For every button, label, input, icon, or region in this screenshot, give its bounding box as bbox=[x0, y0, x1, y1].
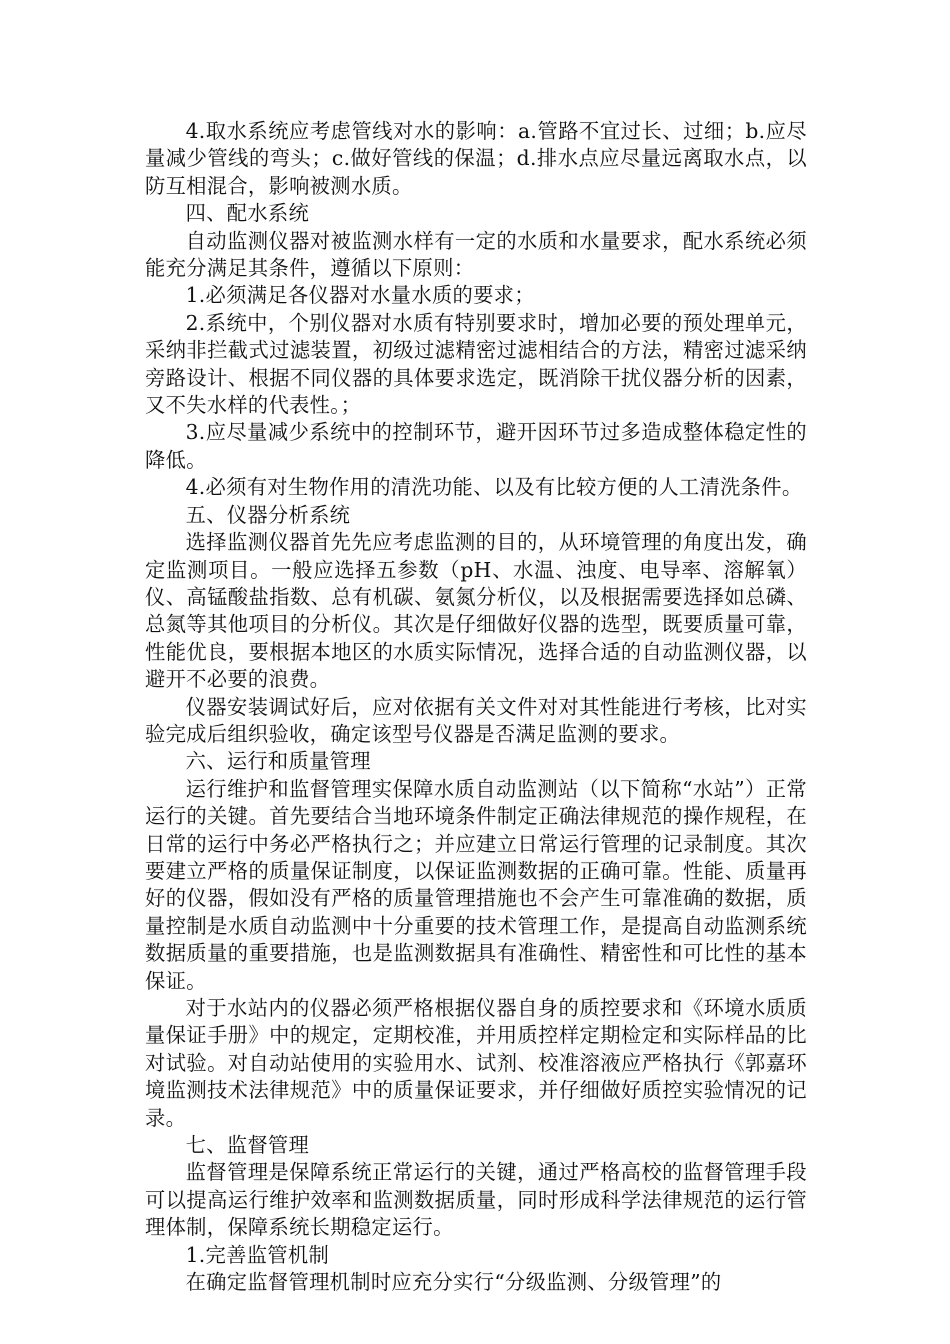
subheading-supervision-mechanism: 1.完善监管机制 bbox=[185, 1242, 330, 1267]
section-heading-supervision: 七、监督管理 bbox=[185, 1133, 310, 1158]
paragraph-supervision-mechanism: 在确定监督管理机制时应充分实行“分级监测、分级管理”的 bbox=[185, 1270, 722, 1295]
section-heading-water-distribution: 四、配水系统 bbox=[185, 201, 310, 226]
document-body bbox=[145, 118, 807, 1296]
paragraph-supervision-intro: 监督管理是保障系统正常运行的关键，通过严格高校的监督管理手段可以提高运行维护效率和监测数据质量，同时形成科学法律规范的运行管理体制，保障系统长期稳定运行。 bbox=[145, 1160, 807, 1240]
paragraph-distribution-item-4: 4.必须有对生物作用的清洗功能、以及有比较方便的人工清洗条件。 bbox=[185, 475, 803, 500]
paragraph-instrument-acceptance: 仪器安装调试好后，应对依据有关文件对对其性能进行考核，比对实验完成后组织验收，确定该型号仪器是否满足监测的要求。 bbox=[145, 694, 807, 746]
section-heading-operation-quality: 六、运行和质量管理 bbox=[185, 749, 371, 774]
paragraph-instrument-selection: 选择监测仪器首先先应考虑监测的目的，从环境管理的角度出发，确定监测项目。一般应选择五参数（pH、水温、浊度、电导率、溶解氧）仪、高锰酸盐指数、总有机碳、氨氮分析仪，以及根据需要选择如总磷、总氮等其他项目的分析仪。其次是仔细做好仪器的选型，既要质量可靠，性能优良，要根据本地区的水质实际情况，选择合适的自动监测仪器，以避开不必要的浪费。 bbox=[145, 530, 807, 692]
paragraph-quality-control: 对于水站内的仪器必须严格根据仪器自身的质控要求和《环境水质质量保证手册》中的规定，定期校准，并用质控样定期检定和实际样品的比对试验。对自动站使用的实验用水、试剂、校准溶液应严格执行《郭嘉环境监测技术法律规范》中的质量保证要求，并仔细做好质控实验情况的记录。 bbox=[145, 996, 807, 1130]
paragraph-distribution-intro: 自动监测仪器对被监测水样有一定的水质和水量要求，配水系统必须能充分满足其条件，遵循以下原则： bbox=[145, 228, 807, 281]
paragraph-intake-item-4: 4.取水系统应考虑管线对水的影响：a.管路不宜过长、过细；b.应尽量减少管线的弯头；c.做好管线的保温；d.排水点应尽量远离取水点，以防互相混合，影响被测水质。 bbox=[145, 119, 807, 198]
paragraph-distribution-item-2: 2.系统中，个别仪器对水质有特别要求时，增加必要的预处理单元，采纳非拦截式过滤装置，初级过滤精密过滤相结合的方法，精密过滤采纳旁路设计、根据不同仪器的具体要求选定，既消除干扰仪器分析的因素，又不失水样的代表性。； bbox=[145, 310, 807, 418]
section-heading-instrument-analysis: 五、仪器分析系统 bbox=[185, 502, 351, 527]
paragraph-distribution-item-1: 1.必须满足各仪器对水量水质的要求； bbox=[185, 283, 535, 308]
paragraph-operation-maintenance: 运行维护和监督管理实保障水质自动监测站（以下简称“水站”）正常运行的关键。首先要结合当地环境条件制定正确法律规范的操作规程，在日常的运行中务必严格执行之；并应建立日常运行管理的记录制度。其次要建立严格的质量保证制度，以保证监测数据的正确可靠。性能、质量再好的仪器，假如没有严格的质量管理措施也不会产生可靠准确的数据，质量控制是水质自动监测中十分重要的技术管理工作，是提高自动监测系统数据质量的重要措施，也是监测数据具有准确性、精密性和可比性的基本保证。 bbox=[145, 776, 807, 993]
paragraph-distribution-item-3: 3.应尽量减少系统中的控制环节，避开因环节过多造成整体稳定性的降低。 bbox=[145, 420, 807, 472]
